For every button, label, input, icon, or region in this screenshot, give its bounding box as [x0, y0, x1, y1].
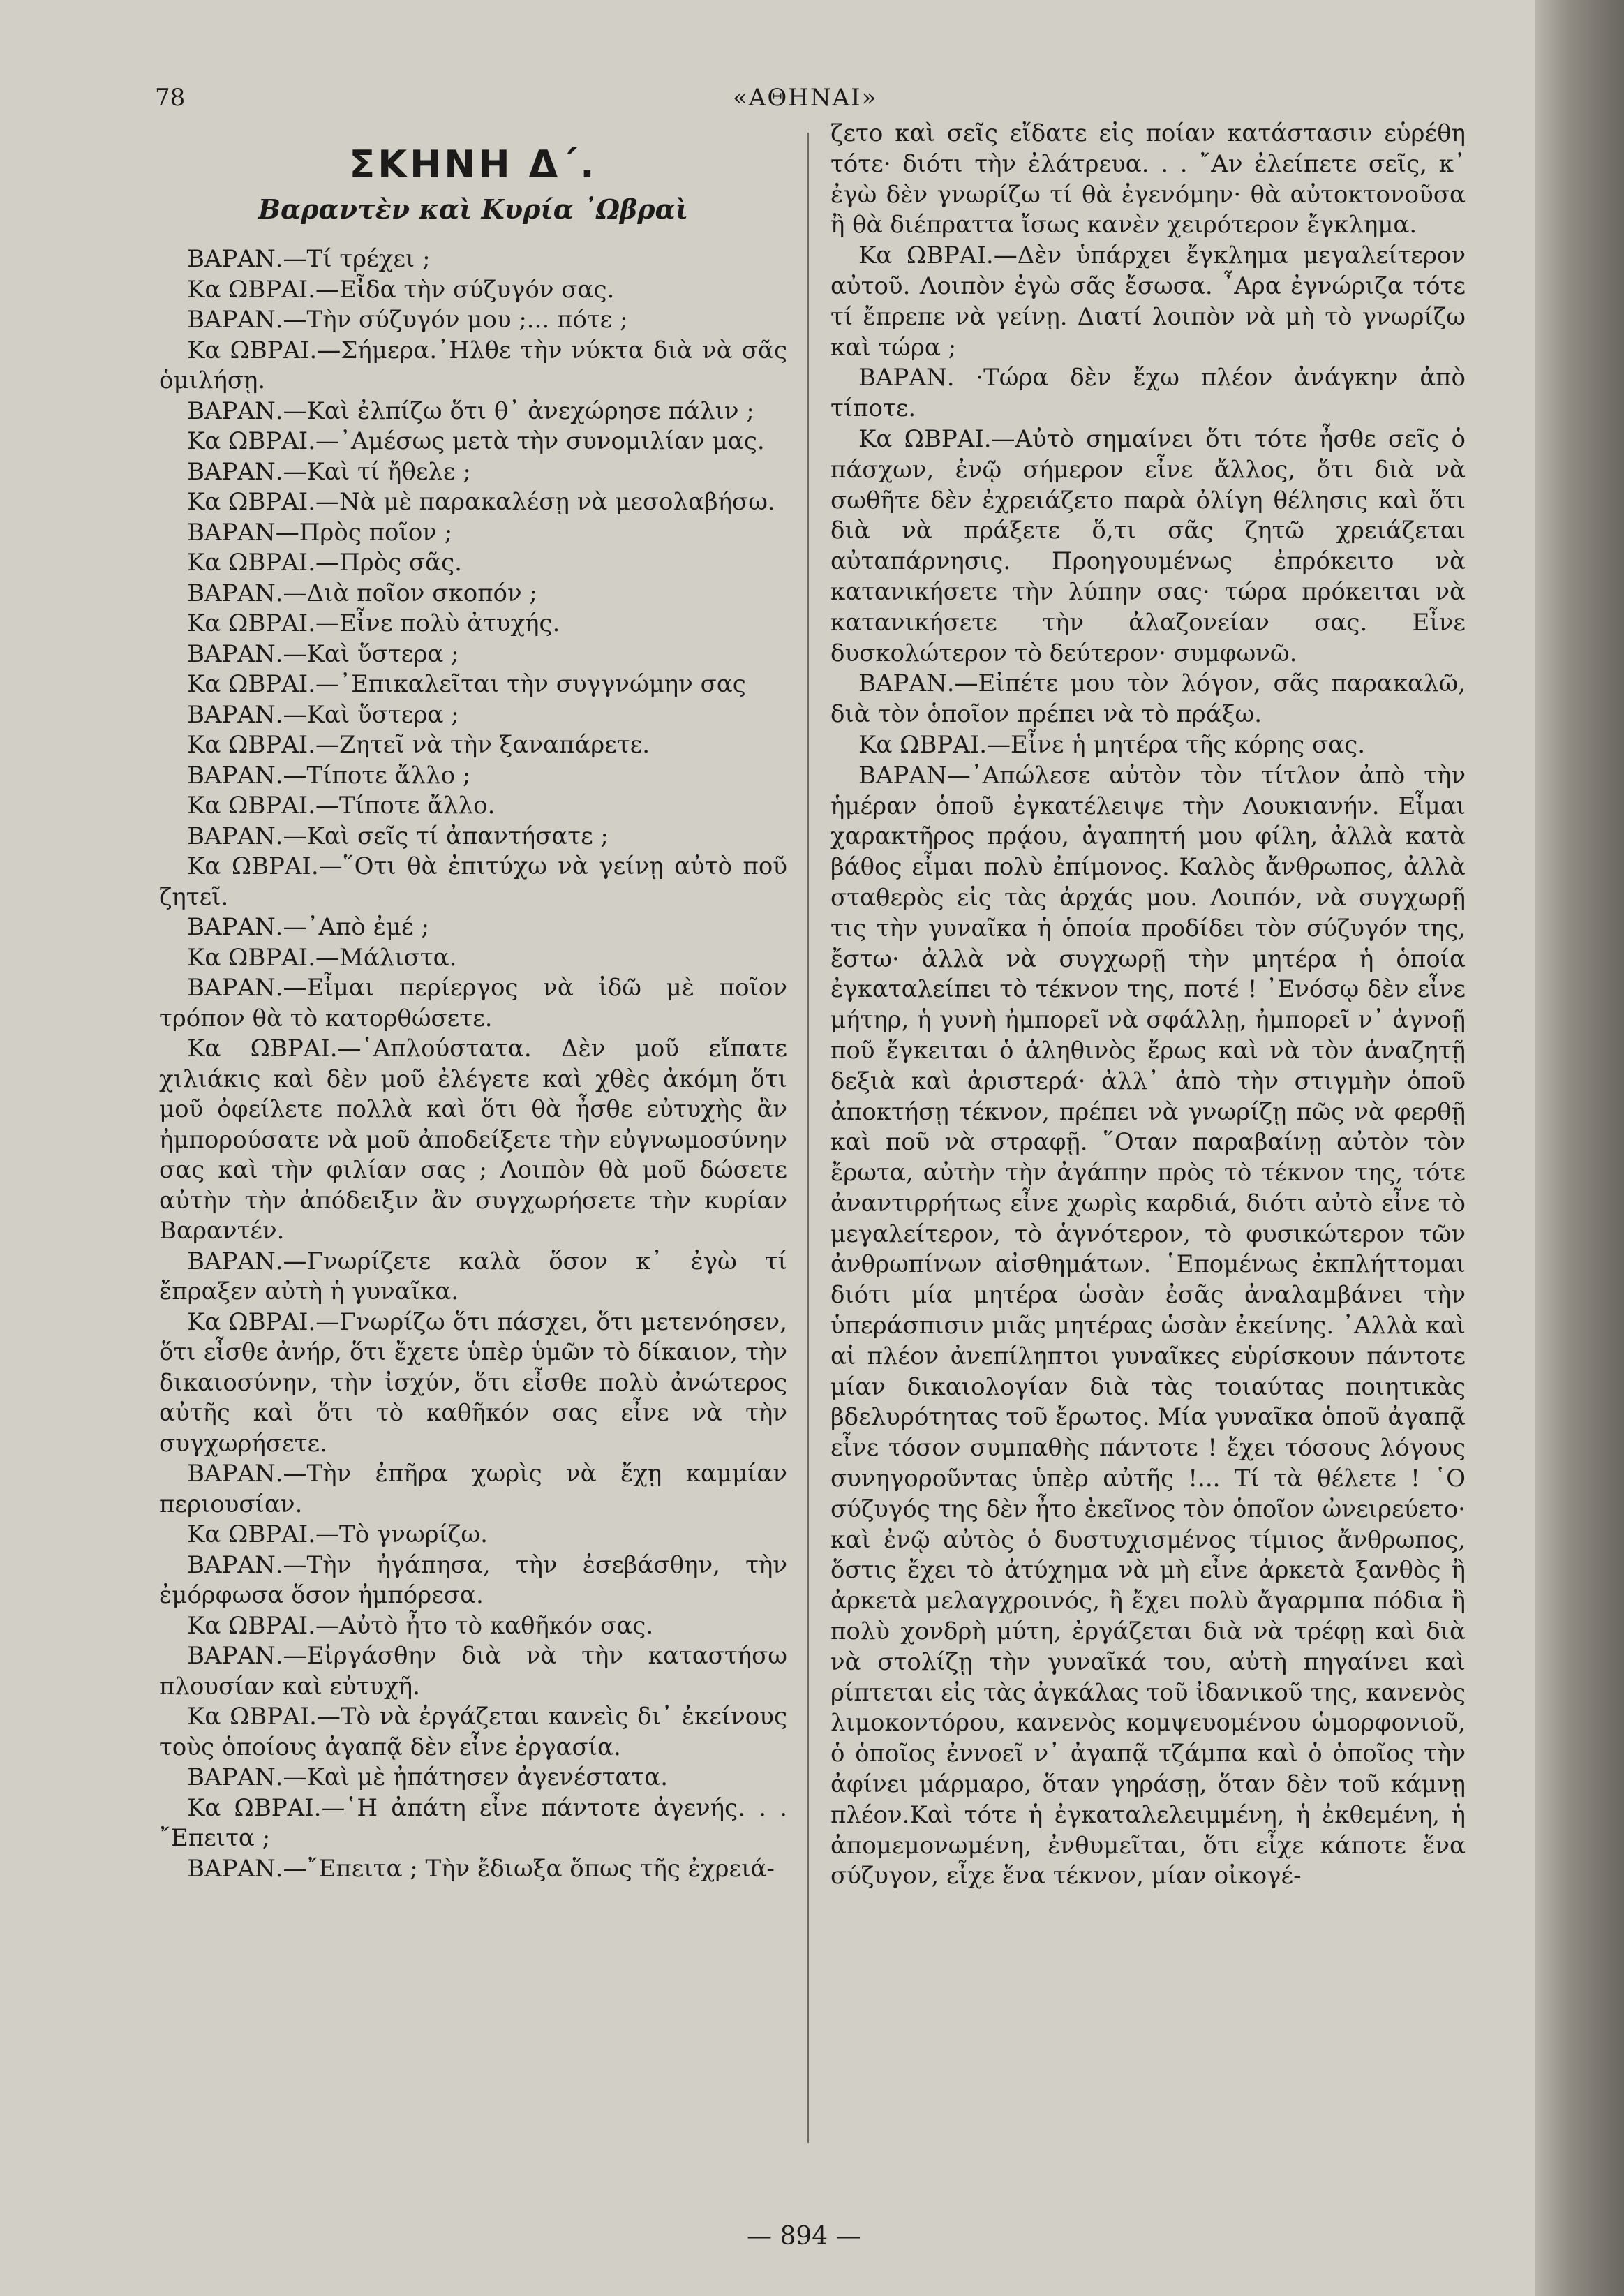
- dialogue-paragraph: ΒΑΡΑΝ.—Καὶ μὲ ἠπάτησεν ἀγενέστατα.: [187, 1763, 669, 1791]
- page-edge-shadow: [1535, 0, 1624, 2296]
- dialogue-paragraph: Κα ΩΒΡΑΙ.—Νὰ μὲ παρακαλέσῃ νὰ μεσολαβήσω.: [187, 488, 775, 516]
- dialogue-paragraph: Κα ΩΒΡΑΙ.—Πρὸς σᾶς.: [187, 549, 462, 577]
- dialogue-paragraph: ΒΑΡΑΝ.—Καὶ ἐλπίζω ὅτι θ᾿ ἀνεχώρησε πάλιν ;: [187, 397, 754, 425]
- dialogue-paragraph: ΒΑΡΑΝ.—῎Επειτα ; Τὴν ἔδιωξα ὅπως τῆς ἐχρειά-: [187, 1854, 775, 1883]
- dialogue-paragraph: Κα ΩΒΡΑΙ.—Εἶνε ἡ μητέρα τῆς κόρης σας.: [858, 730, 1366, 759]
- dialogue-paragraph: Κα ΩΒΡΑΙ.—᾿Αμέσως μετὰ τὴν συνομιλίαν μας.: [187, 427, 765, 455]
- dialogue-paragraph: Κα ΩΒΡΑΙ.—Δὲν ὑπάρχει ἔγκλημα μεγαλείτερον αὐτοῦ. Λοιπὸν ἐγὼ σᾶς ἔσωσα. ῏Αρα ἐγνώριζα τότε τί ἔπρεπε νὰ γείνῃ. Διατί λοιπὸν νὰ μὴ τὸ γνωρίζω καὶ τώρα ;: [830, 242, 1466, 362]
- dialogue-paragraph: ΒΑΡΑΝ.—Τί τρέχει ;: [187, 245, 431, 273]
- dialogue-paragraph: ΒΑΡΑΝ.—Τὴν σύζυγόν μου ;... πότε ;: [187, 306, 628, 334]
- dialogue-paragraph: Κα ΩΒΡΑΙ.—῞Οτι θὰ ἐπιτύχω νὰ γείνῃ αὐτὸ ποῦ ζητεῖ.: [159, 852, 787, 911]
- dialogue-paragraph: Κα ΩΒΡΑΙ.—῾Απλούστατα. Δὲν μοῦ εἴπατε χιλιάκις καὶ δὲν μοῦ ἐλέγετε καὶ χθὲς ἀκόμη ὅτι μοῦ ὀφείλετε πολλὰ καὶ ὅτι θὰ ἦσθε εὐτυχὴς ἂν ἠμπορούσατε νὰ μοῦ ἀποδείξετε τὴν εὐγνωμοσύνην σας καὶ τὴν φιλίαν σας ; Λοιπὸν θὰ μοῦ δώσετε αὐτὴν τὴν ἀπόδειξιν ἂν συγχωρήσετε τὴν κυρίαν Βαραντέν.: [159, 1035, 787, 1245]
- dialogue-paragraph: ΒΑΡΑΝ.—Τὴν ἐπῆρα χωρὶς νὰ ἔχῃ καμμίαν περιουσίαν.: [159, 1460, 787, 1518]
- dialogue-paragraph: Κα ΩΒΡΑΙ.—᾿Επικαλεῖται τὴν συγγνώμην σας: [187, 670, 746, 698]
- dialogue-paragraph: ΒΑΡΑΝ—Πρὸς ποῖον ;: [187, 518, 453, 547]
- left-column: [159, 119, 787, 1884]
- dialogue-paragraph: ζετο καὶ σεῖς εἴδατε εἰς ποίαν κατάστασιν εὑρέθη τότε· διότι τὴν ἐλάτρευα. . . ῎Αν ἐλείπετε σεῖς, κ᾿ ἐγὼ δὲν γνωρίζω τί θὰ ἐγενόμην· θὰ αὐτοκτονοῦσα ἢ θὰ διέπραττα ἴσως κανὲν χειρότερον ἔγκλημα.: [830, 119, 1466, 239]
- column-divider: [807, 133, 809, 2143]
- dialogue-paragraph: ΒΑΡΑΝ. ·Τώρα δὲν ἔχω πλέον ἀνάγκην ἀπὸ τίποτε.: [830, 364, 1466, 423]
- dialogue-paragraph: Κα ΩΒΡΑΙ.—Γνωρίζω ὅτι πάσχει, ὅτι μετενόησεν, ὅτι εἶσθε ἀνήρ, ὅτι ἔχετε ὑπὲρ ὑμῶν τὸ δίκαιον, τὴν δικαιοσύνην, τὴν ἰσχύν, ὅτι εἶσθε πολὺ ἀνώτερος αὐτῆς καὶ ὅτι τὸ καθῆκόν σας εἶνε νὰ τὴν συγχωρήσετε.: [159, 1308, 787, 1458]
- dialogue-paragraph: Κα ΩΒΡΑΙ.—῾Η ἀπάτη εἶνε πάντοτε ἀγενής. . . ῎Επειτα ;: [159, 1793, 787, 1852]
- dialogue-paragraph: Κα ΩΒΡΑΙ.—Αὐτὸ ἦτο τὸ καθῆκόν σας.: [187, 1611, 654, 1640]
- right-column: [830, 119, 1466, 1892]
- dialogue-paragraph: ΒΑΡΑΝ.—Καὶ τί ἤθελε ;: [187, 457, 471, 486]
- dialogue-paragraph: ΒΑΡΑΝ.—Καὶ ὕστερα ;: [187, 700, 459, 729]
- dialogue-paragraph: Κα ΩΒΡΑΙ.—Τὸ γνωρίζω.: [187, 1520, 488, 1548]
- dialogue-paragraph: ΒΑΡΑΝ.—Γνωρίζετε καλὰ ὅσον κ᾿ ἐγὼ τί ἔπραξεν αὐτὴ ἡ γυναῖκα.: [159, 1247, 787, 1305]
- page-footer-number: — 894 —: [747, 2222, 861, 2251]
- dialogue-paragraph: Κα ΩΒΡΑΙ.—Σήμερα.᾿Ηλθε τὴν νύκτα διὰ νὰ σᾶς ὁμιλήσῃ.: [159, 336, 787, 394]
- dialogue-paragraph: Κα ΩΒΡΑΙ.—Τὸ νὰ ἐργάζεται κανεὶς δι᾿ ἐκείνους τοὺς ὁποίους ἀγαπᾷ δὲν εἶνε ἐργασία.: [159, 1703, 787, 1761]
- dialogue-paragraph: ΒΑΡΑΝ.—Διὰ ποῖον σκοπόν ;: [187, 579, 537, 607]
- scene-subtitle: Βαραντὲν καὶ Κυρία ᾿Ωβραὶ: [258, 193, 689, 225]
- dialogue-paragraph: Κα ΩΒΡΑΙ.—Τίποτε ἄλλο.: [187, 792, 496, 820]
- dialogue-paragraph: Κα ΩΒΡΑΙ.—Αὐτὸ σημαίνει ὅτι τότε ἦσθε σεῖς ὁ πάσχων, ἐνῷ σήμερον εἶνε ἄλλος, ὅτι διὰ νὰ σωθῆτε δὲν ἐχρειάζετο παρὰ ὀλίγη θέλησις καὶ ὅτι διὰ νὰ πράξετε ὅ,τι σᾶς ζητῶ χρειάζεται αὐταπάρνησις. Προηγουμένως ἐπρόκειτο νὰ κατανικήσετε τὴν λύπην σας· τώρα πρόκειται νὰ κατανικήσετε τὴν ἀλαζονείαν σας. Εἶνε δυσκολώτερον τὸ δεύτερον· συμφωνῶ.: [830, 424, 1466, 667]
- dialogue-paragraph: ΒΑΡΑΝ.—Τὴν ἠγάπησα, τὴν ἐσεβάσθην, τὴν ἐμόρφωσα ὅσον ἠμπόρεσα.: [159, 1550, 787, 1609]
- dialogue-paragraph: Κα ΩΒΡΑΙ.—Εἶδα τὴν σύζυγόν σας.: [187, 275, 615, 304]
- page-number: 78: [155, 84, 186, 112]
- dialogue-paragraph: ΒΑΡΑΝ.—Εἰπέτε μου τὸν λόγον, σᾶς παρακαλῶ, διὰ τὸν ὁποῖον πρέπει νὰ τὸ πράξω.: [830, 669, 1466, 729]
- dialogue-paragraph: ΒΑΡΑΝ.—Εἶμαι περίεργος νὰ ἰδῶ μὲ ποῖον τρόπον θὰ τὸ κατορθώσετε.: [159, 974, 787, 1032]
- running-title: «ΑΘΗΝΑΙ»: [733, 84, 878, 112]
- dialogue-paragraph: ΒΑΡΑΝ.—᾿Απὸ ἐμέ ;: [187, 913, 429, 941]
- dialogue-paragraph: ΒΑΡΑΝ.—Τίποτε ἄλλο ;: [187, 761, 471, 790]
- dialogue-paragraph: Κα ΩΒΡΑΙ.—Ζητεῖ νὰ τὴν ξαναπάρετε.: [187, 731, 650, 759]
- dialogue-paragraph: ΒΑΡΑΝ.—Καὶ σεῖς τί ἀπαντήσατε ;: [187, 822, 609, 850]
- dialogue-paragraph: ΒΑΡΑΝ—᾿Απώλεσε αὐτὸν τὸν τίτλον ἀπὸ τὴν ἡμέραν ὁποῦ ἐγκατέλειψε τὴν Λουκιανήν. Εἶμαι χαρακτῆρος πρᾴου, ἀγαπητή μου φίλη, ἀλλὰ κατὰ βάθος εἶμαι πολὺ ἐπίμονος. Καλὸς ἄνθρωπος, ἀλλὰ σταθερὸς εἰς τὰς ἀρχάς μου. Λοιπόν, νὰ συγχωρῇ τις τὴν γυναῖκα ἡ ὁποία προδίδει τὸν σύζυγόν της, ἔστω· ἀλλὰ νὰ συγχωρῇ τὴν μητέρα ἡ ὁποία ἐγκαταλείπει τὸ τέκνον της, ποτέ ! ᾿Ενόσῳ δὲν εἶνε μήτηρ, ἡ γυνὴ ἠμπορεῖ νὰ σφάλλῃ, ἠμπορεῖ ν᾿ ἀγνοῇ ποῦ ἔγκειται ὁ ἀληθινὸς ἔρως καὶ νὰ τὸν ἀναζητῇ δεξιὰ καὶ ἀριστερά· ἀλλ᾿ ἀπὸ τὴν στιγμὴν ὁποῦ ἀποκτήσῃ τέκνον, πρέπει νὰ γνωρίζῃ πῶς νὰ φερθῇ καὶ ποῦ νὰ στραφῇ. ῞Οταν παραβαίνῃ αὐτὸν τὸν ἔρωτα, αὐτὴν τὴν ἀγάπην πρὸς τὸ τέκνον της, τότε ἀναντιρρήτως εἶνε χωρὶς καρδιά, διότι αὐτὸ εἶνε τὸ μεγαλείτερον, τὸ ἁγνότερον, τὸ φυσικώτερον τῶν ἀνθρωπίνων αἰσθημάτων. ῾Επομένως ἐκπλήττομαι διότι μία μητέρα ὡσὰν ἐσᾶς ἀναλαμβάνει τὴν ὑπεράσπισιν μιᾶς μητέρας ὡσὰν ἐκείνης. ᾿Αλλὰ καὶ αἱ πλέον ἀνεπίληπτοι γυναῖκες εὑρίσκουν πάντοτε μίαν δικαιολογίαν διὰ τὰς τοιαύτας ποιητικὰς βδελυρότητας τοῦ ἔρωτος. Μία γυναῖκα ὁποῦ ἀγαπᾷ εἶνε τόσον συμπαθὴς πάντοτε ! ἔχει τόσους λόγους συνηγοροῦντας ὑπὲρ αὐτῆς !... Τί τὰ θέλετε ! ῾Ο σύζυγός της δὲν ἦτο ἐκεῖνος τὸν ὁποῖον ὠνειρεύετο· καὶ ἐνῷ αὐτὸς ὁ δυστυχισμένος τίμιος ἄνθρωπος, ὅστις ἔχει τὸ ἀτύχημα νὰ μὴ εἶνε ἀρκετὰ ξανθὸς ἢ ἀρκετὰ μελαγχροινός, ἢ ἔχει πολὺ ἄγαρμπα πόδια ἢ πολὺ χονδρὴ μύτη, ἐργάζεται διὰ νὰ τρέφῃ καὶ διὰ νὰ στολίζῃ τὴν γυναῖκά του, αὐτὴ πηγαίνει καὶ ρίπτεται εἰς τὰς ἀγκάλας τοῦ ἰδανικοῦ της, κανενὸς λιμοκοντόρου, κανενὸς κομψευομένου ὡμορφονιοῦ, ὁ ὁποῖος ἐννοεῖ ν᾿ ἀγαπᾷ τζάμπα καὶ ὁ ὁποῖος τὴν ἀφίνει μάρμαρο, ὅταν γηράσῃ, ὅταν δὲν τοῦ κάμνῃ πλέον.Καὶ τότε ἡ ἐγκαταλελειμμένη, ἡ ἐκθεμένη, ἡ ἀπομεμονωμένη, ἐνθυμεῖται, ὅτι εἶχε κάποτε ἕνα σύζυγον, εἶχε ἕνα τέκνον, μίαν οἰκογέ-: [830, 761, 1466, 1890]
- dialogue-paragraph: Κα ΩΒΡΑΙ.—Μάλιστα.: [187, 943, 457, 972]
- dialogue-paragraph: Κα ΩΒΡΑΙ.—Εἶνε πολὺ ἀτυχής.: [187, 609, 560, 637]
- scene-title: ΣΚΗΝΗ Δ΄.: [349, 142, 597, 186]
- dialogue-paragraph: ΒΑΡΑΝ.—Καὶ ὕστερα ;: [187, 639, 459, 668]
- dialogue-paragraph: ΒΑΡΑΝ.—Εἰργάσθην διὰ νὰ τὴν καταστήσω πλουσίαν καὶ εὐτυχῆ.: [159, 1642, 787, 1701]
